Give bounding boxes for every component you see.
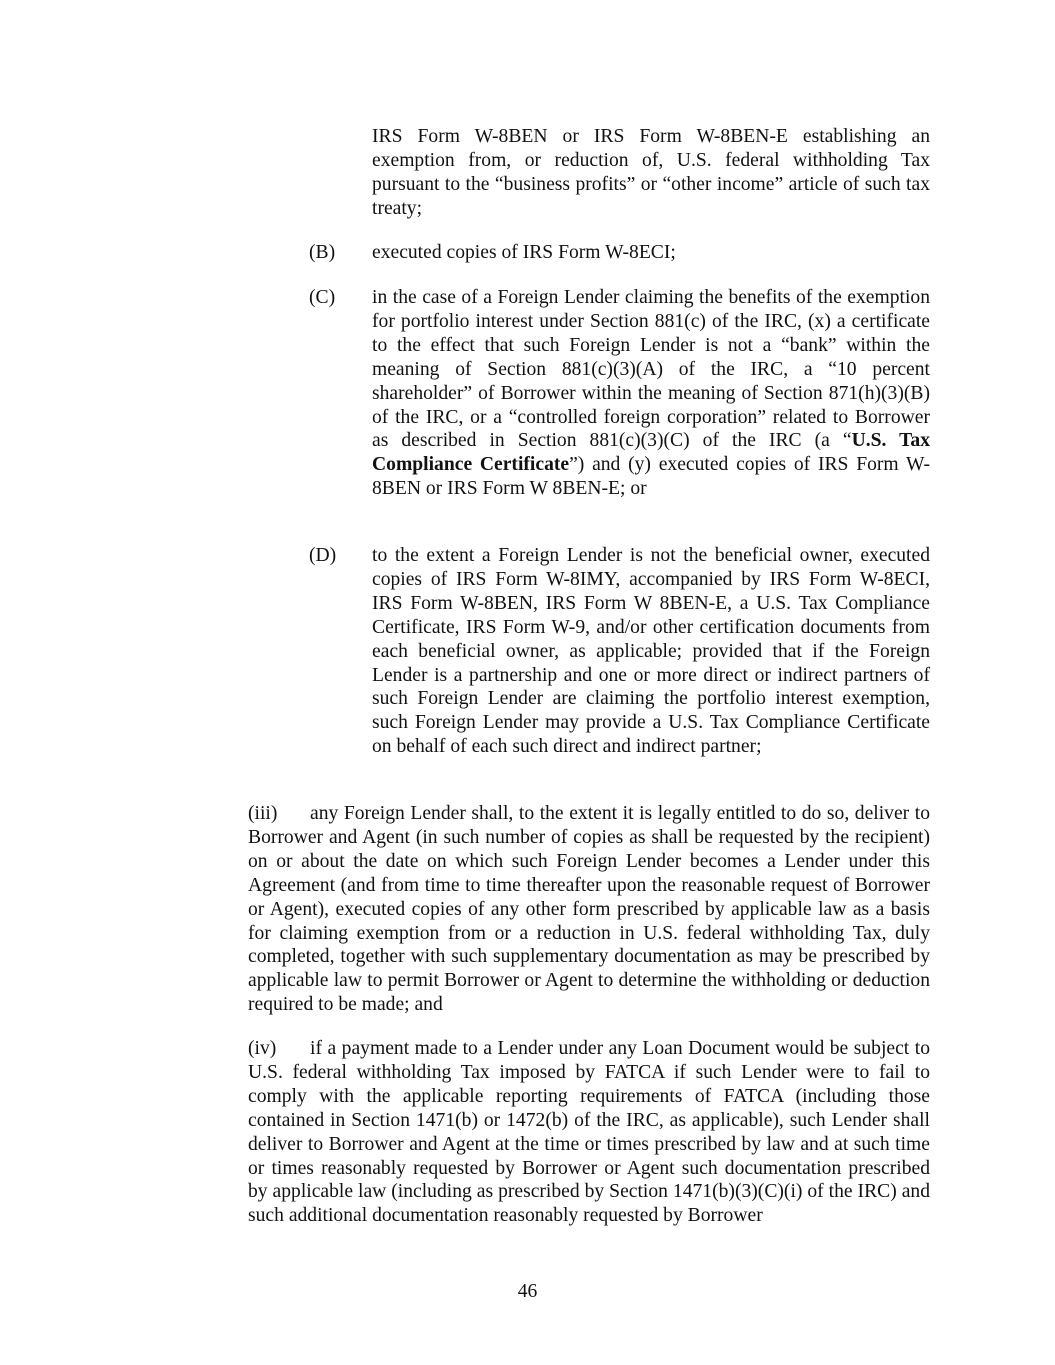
item-marker-b: (B) bbox=[309, 242, 336, 263]
section-iv-paragraph bbox=[248, 1037, 930, 1228]
section-iii-paragraph bbox=[248, 802, 930, 1017]
section-text-iv: if a payment made to a Lender under any Loan Document would be subject to U.S. federal withholding Tax imposed by FATCA if such Lender were to fail to comply with the applicable reporting requirements of FATCA (including those contained in Section 1471(b) or 1472(b) of the IRC, as applicable), such Lender shall deliver to Borrower and Agent at the time or times prescribed by law and at such time or times reasonably requested by Borrower or Agent such documentation prescribed by applicable law (including as prescribed by Section 1471(b)(3)(C)(i) of the IRC) and such additional documentation reasonably requested by Borrower bbox=[248, 1038, 930, 1227]
page-number: 46 bbox=[517, 1281, 538, 1302]
item-text-c-after: ”) and (y) executed copies of IRS Form W-8BEN or IRS Form W 8BEN-E; or bbox=[372, 454, 930, 500]
defined-term-tax-compliance-certificate: U.S. Tax Compliance Certificate bbox=[372, 430, 930, 476]
item-text-c bbox=[372, 286, 930, 501]
item-text-d: to the extent a Foreign Lender is not the beneficial owner, executed copies of IRS Form W-8IMY, accompanied by IRS Form W-8ECI, IRS Form W-8BEN, IRS Form W 8BEN-E, a U.S. Tax Compliance Certificate, IRS Form W-9, and/or other certification documents from each beneficial owner, as applicable; provided that if the Foreign Lender is a partnership and one or more direct or indirect partners of such Foreign Lender are claiming the portfolio interest exemption, such Foreign Lender may provide a U.S. Tax Compliance Certificate on behalf of each such direct and indirect partner; bbox=[372, 545, 930, 758]
item-text-b: executed copies of IRS Form W-8ECI; bbox=[372, 242, 676, 263]
item-text-c-before: in the case of a Foreign Lender claiming the benefits of the exemption for portfolio interest under Section 881(c) of the IRC, (x) a certificate to the effect that such Foreign Lender is not a “bank” within the meaning of Section 881(c)(3)(A) of the IRC, a “10 percent shareholder” of Borrower within the meaning of Section 871(h)(3)(B) of the IRC, or a “controlled foreign corporation” related to Borrower as described in Section 881(c)(3)(C) of the IRC (a “ bbox=[372, 287, 930, 452]
section-marker-iv: (iv) bbox=[248, 1038, 277, 1059]
continuation-paragraph: IRS Form W-8BEN or IRS Form W-8BEN-E establishing an exemption from, or reduction of, U.S. federal withholding Tax pursuant to the “business profits” or “other income” article of such tax treaty; bbox=[372, 126, 930, 219]
item-marker-c: (C) bbox=[309, 287, 336, 308]
section-marker-iii: (iii) bbox=[248, 803, 278, 824]
item-marker-d: (D) bbox=[309, 545, 337, 566]
section-text-iii: any Foreign Lender shall, to the extent it is legally entitled to do so, deliver to Borrower and Agent (in such number of copies as shall be requested by the recipient) on or about the date on which such Foreign Lender becomes a Lender under this Agreement (and from time to time thereafter upon the reasonable request of Borrower or Agent), executed copies of any other form prescribed by applicable law as a basis for claiming exemption from or a reduction in U.S. federal withholding Tax, duly completed, together with such supplementary documentation as may be prescribed by applicable law to permit Borrower or Agent to determine the withholding or deduction required to be made; and bbox=[248, 803, 930, 1016]
